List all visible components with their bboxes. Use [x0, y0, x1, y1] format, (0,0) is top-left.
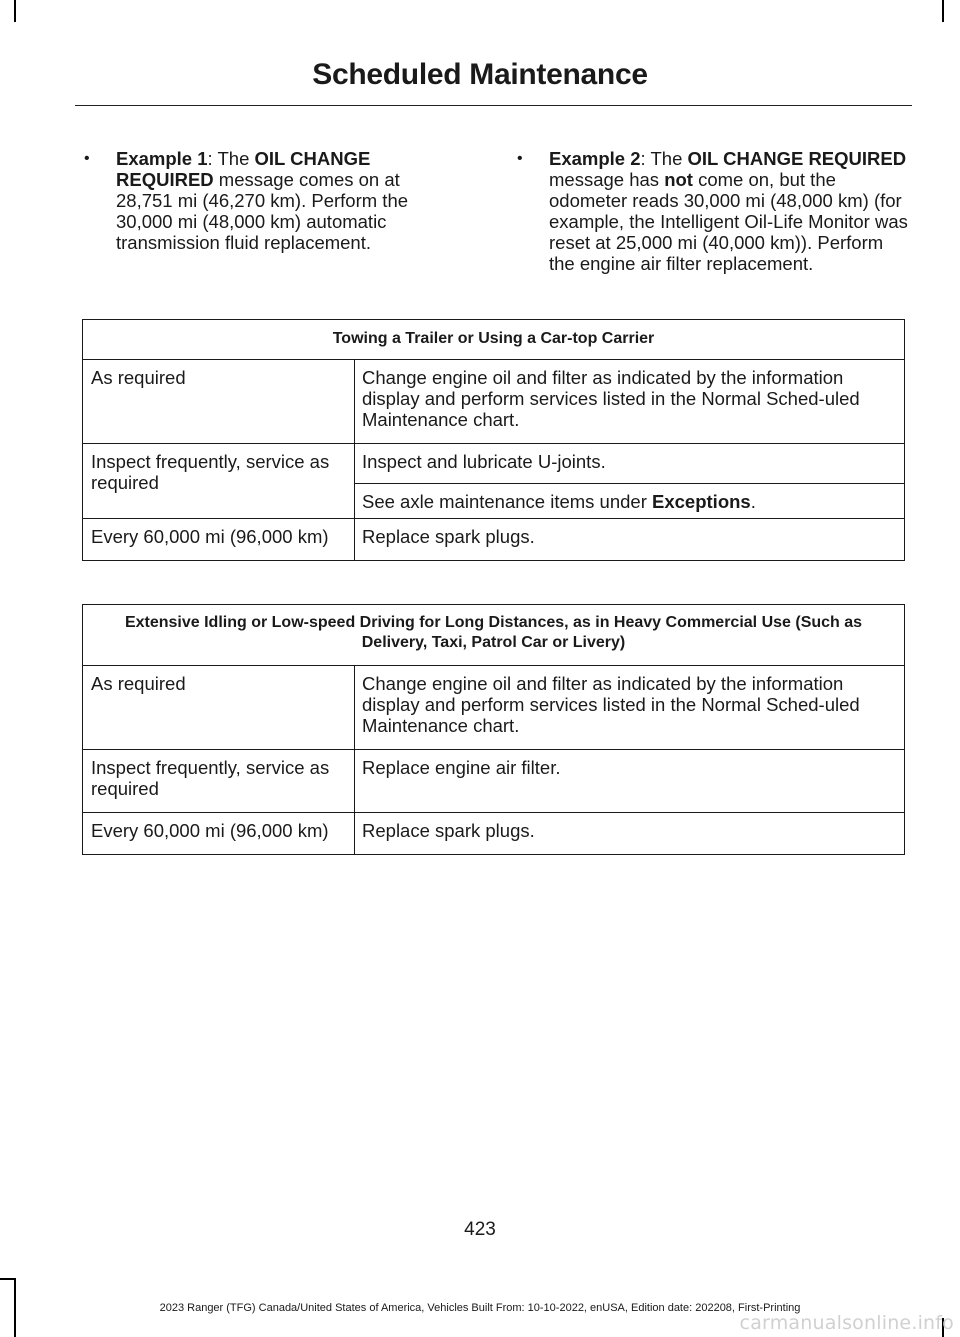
watermark: carmanualsonline.info	[739, 1312, 954, 1334]
service-cell: Change engine oil and filter as indicated by the information display and perform services listed in the Normal Sched-uled Maintenance chart.	[355, 666, 905, 750]
service-text: See axle maintenance items under	[362, 491, 653, 512]
interval-cell: Inspect frequently, service as required	[83, 750, 355, 813]
service-cell: Change engine oil and filter as indicated by the information display and perform services listed in the Normal Sched-uled Maintenance chart.	[355, 360, 905, 444]
page-number: 423	[464, 1219, 496, 1240]
interval-cell: As required	[83, 666, 355, 750]
service-cell: Replace spark plugs.	[355, 519, 905, 561]
table-title: Towing a Trailer or Using a Car-top Carrier	[83, 320, 905, 360]
table-row	[83, 444, 905, 484]
table-row	[83, 360, 905, 444]
table-row	[83, 750, 905, 813]
crop-mark-bottom-left-h	[0, 1278, 14, 1280]
oil-change-message: OIL CHANGE REQUIRED	[687, 148, 907, 169]
table-row	[83, 519, 905, 561]
example-emphasis: not	[664, 169, 693, 190]
table-row	[83, 666, 905, 750]
table-title: Extensive Idling or Low-speed Driving for Long Distances, as in Heavy Commercial Use (Such as Delivery, Taxi, Patrol Car or Livery)	[83, 605, 905, 666]
footer-text: 2023 Ranger (TFG) Canada/United States of America, Vehicles Built From: 10-10-2022, enUSA, Edition date: 202208, First-Printing	[159, 1302, 801, 1314]
crop-mark-top-left	[14, 0, 16, 22]
service-cell	[355, 484, 905, 519]
example-text-2: come on, but the odometer reads 30,000 mi (48,000 km) (for example, the Intelligent Oil-Life Monitor was reset at 25,000 mi (40,000 km)). Perform the engine air filter replacement.	[549, 169, 908, 274]
idling-table	[82, 604, 905, 855]
example-sep: : The	[207, 148, 255, 169]
example-text: message has	[549, 169, 665, 190]
oil-change-message: OIL CHANGE REQUIRED	[116, 148, 371, 190]
example-text: message comes on at 28,751 mi (46,270 km). Perform the 30,000 mi (48,000 km) automatic transmission fluid replacement.	[116, 169, 409, 253]
example-label: Example 1	[116, 148, 208, 169]
service-text-end: .	[750, 491, 756, 512]
example-1	[84, 148, 456, 253]
crop-mark-top-right	[942, 0, 944, 22]
interval-cell: Inspect frequently, service as required	[83, 444, 355, 519]
interval-cell: As required	[83, 360, 355, 444]
service-cell: Replace spark plugs.	[355, 813, 905, 855]
example-sep: : The	[640, 148, 688, 169]
service-cell: Replace engine air filter.	[355, 750, 905, 813]
bullet-icon: •	[517, 150, 523, 167]
header-divider	[75, 105, 912, 106]
interval-cell: Every 60,000 mi (96,000 km)	[83, 519, 355, 561]
table-row	[83, 813, 905, 855]
service-cell: Inspect and lubricate U-joints.	[355, 444, 905, 484]
page-title: Scheduled Maintenance	[312, 58, 648, 91]
example-2	[517, 148, 909, 274]
exceptions-ref: Exceptions	[652, 491, 751, 512]
bullet-icon: •	[84, 150, 90, 167]
example-label: Example 2	[549, 148, 641, 169]
towing-table	[82, 319, 905, 561]
interval-cell: Every 60,000 mi (96,000 km)	[83, 813, 355, 855]
